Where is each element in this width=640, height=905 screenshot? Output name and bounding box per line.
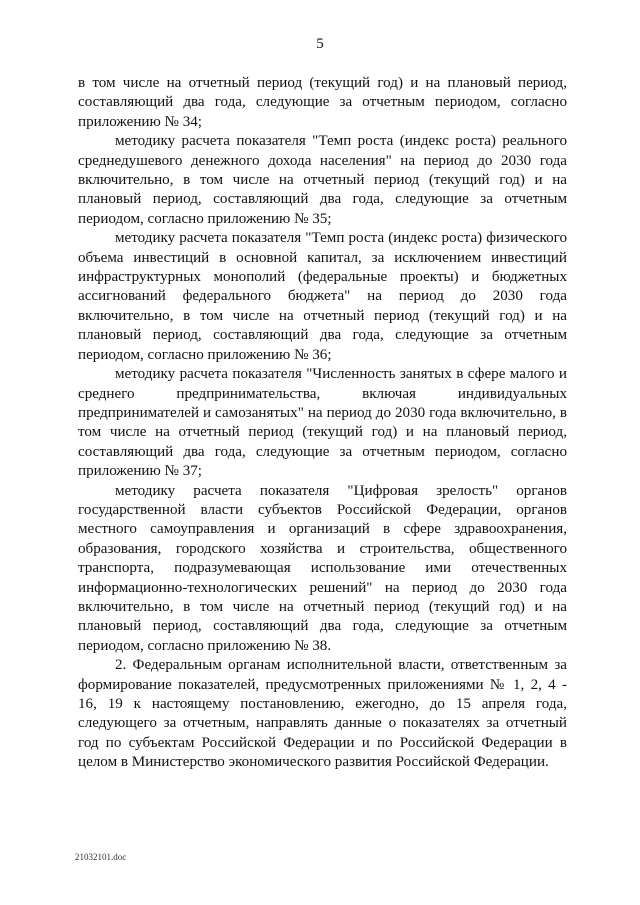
paragraph-clause-2: 2. Федеральным органам исполнительной власти, ответственным за формирование показателей, предусмотренных приложениями № 1, 2, 4 - 16, 19 к настоящему постановлению, ежегодно, до 15 апреля года, следующего за отчетным, направлять данные о показателях за отчетный год по субъектам Российской Федерации и по Российской Федерации в целом в Министерство экономического развития Российской Федерации. <box>78 657 567 771</box>
paragraph-continuation-appendix-34: в том числе на отчетный период (текущий год) и на плановый период, составляющий два года, следующие за отчетным периодом, согласно приложению № 34; <box>78 75 567 130</box>
paragraph-methodology-appendix-38: методику расчета показателя "Цифровая зрелость" органов государственной власти субъектов Российской Федерации, органов местного самоуправления и организаций в сфере здравоохранения, образования, городского хозяйства и строительства, общественного транспорта, подразумевающая использование ими отечественных информационно-технологических решений" на период до 2030 года включительно, в том числе на отчетный период (текущий год) и на плановый период, составляющий два года, следующие за отчетным периодом, согласно приложению № 38. <box>78 482 567 654</box>
document-body <box>78 74 567 773</box>
page-number: 5 <box>316 36 324 52</box>
paragraph-methodology-appendix-37: методику расчета показателя "Численность занятых в сфере малого и среднего предпринимательства, включая индивидуальных предпринимателей и самозанятых" на период до 2030 года включительно, в том числе на отчетный период (текущий год) и на плановый период, составляющий два года, следующие за отчетным периодом, согласно приложению № 37; <box>78 366 567 480</box>
paragraph-methodology-appendix-35: методику расчета показателя "Темп роста (индекс роста) реального среднедушевого денежного дохода населения" на период до 2030 года включительно, в том числе на отчетный период (текущий год) и на плановый период, составляющий два года, следующие за отчетным периодом, согласно приложению № 35; <box>78 133 567 227</box>
footer-file-name: 21032101.doc <box>75 852 127 862</box>
paragraph-methodology-appendix-36: методику расчета показателя "Темп роста (индекс роста) физического объема инвестиций в основной капитал, за исключением инвестиций инфраструктурных монополий (федеральные проекты) и бюджетных ассигнований федерального бюджета" на период до 2030 года включительно, в том числе на отчетный период (текущий год) и на плановый период, составляющий два года, следующие за отчетным периодом, согласно приложению № 36; <box>78 230 567 363</box>
